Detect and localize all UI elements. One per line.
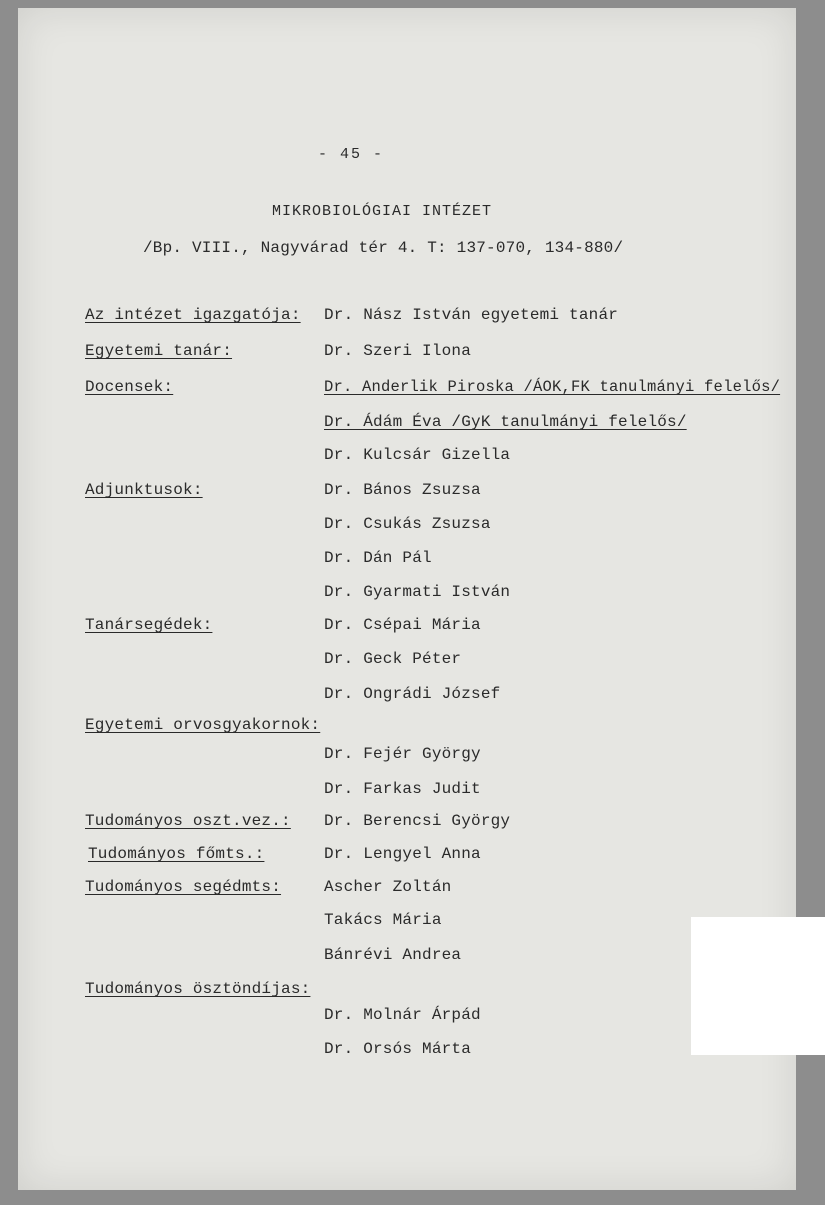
row-value: Dr. Ongrádi József <box>324 685 501 703</box>
row-label: Docensek: <box>85 378 174 396</box>
row-value: Dr. Anderlik Piroska /ÁOK,FK tanulmányi felelős/ <box>324 378 781 396</box>
row-label: Egyetemi tanár: <box>85 342 233 360</box>
blank-patch <box>691 917 825 1055</box>
page-number: - 45 - <box>318 146 385 163</box>
row-label: Tudományos főmts.: <box>88 845 265 863</box>
row-label: Egyetemi orvosgyakornok: <box>85 716 321 734</box>
row-value: Dr. Fejér György <box>324 745 481 763</box>
row-value: Dr. Berencsi György <box>324 812 511 830</box>
institute-address: /Bp. VIII., Nagyvárad tér 4. T: 137-070, 134-880/ <box>143 239 624 257</box>
institute-heading: MIKROBIOLÓGIAI INTÉZET <box>272 203 493 220</box>
row-label: Tanársegédek: <box>85 616 213 634</box>
row-value: Dr. Orsós Márta <box>324 1040 472 1058</box>
row-value: Dr. Bános Zsuzsa <box>324 481 481 499</box>
row-value: Ascher Zoltán <box>324 878 452 896</box>
row-value: Dr. Csukás Zsuzsa <box>324 515 491 533</box>
row-value: Dr. Ádám Éva /GyK tanulmányi felelős/ <box>324 413 687 431</box>
row-value: Dr. Kulcsár Gizella <box>324 446 511 464</box>
row-label: Az intézet igazgatója: <box>85 306 301 324</box>
row-value: Takács Mária <box>324 911 442 929</box>
row-value: Dr. Nász István egyetemi tanár <box>324 306 619 324</box>
row-label: Tudományos ösztöndíjas: <box>85 980 311 998</box>
row-value: Bánrévi Andrea <box>324 946 462 964</box>
row-value: Dr. Geck Péter <box>324 650 462 668</box>
row-value: Dr. Farkas Judit <box>324 780 481 798</box>
row-value: Dr. Csépai Mária <box>324 616 481 634</box>
row-value: Dr. Dán Pál <box>324 549 432 567</box>
row-value: Dr. Lengyel Anna <box>324 845 481 863</box>
row-value: Dr. Gyarmati István <box>324 583 511 601</box>
row-value: Dr. Molnár Árpád <box>324 1006 481 1024</box>
row-value: Dr. Szeri Ilona <box>324 342 472 360</box>
row-label: Adjunktusok: <box>85 481 203 499</box>
row-label: Tudományos segédmts: <box>85 878 282 896</box>
row-label: Tudományos oszt.vez.: <box>85 812 291 830</box>
